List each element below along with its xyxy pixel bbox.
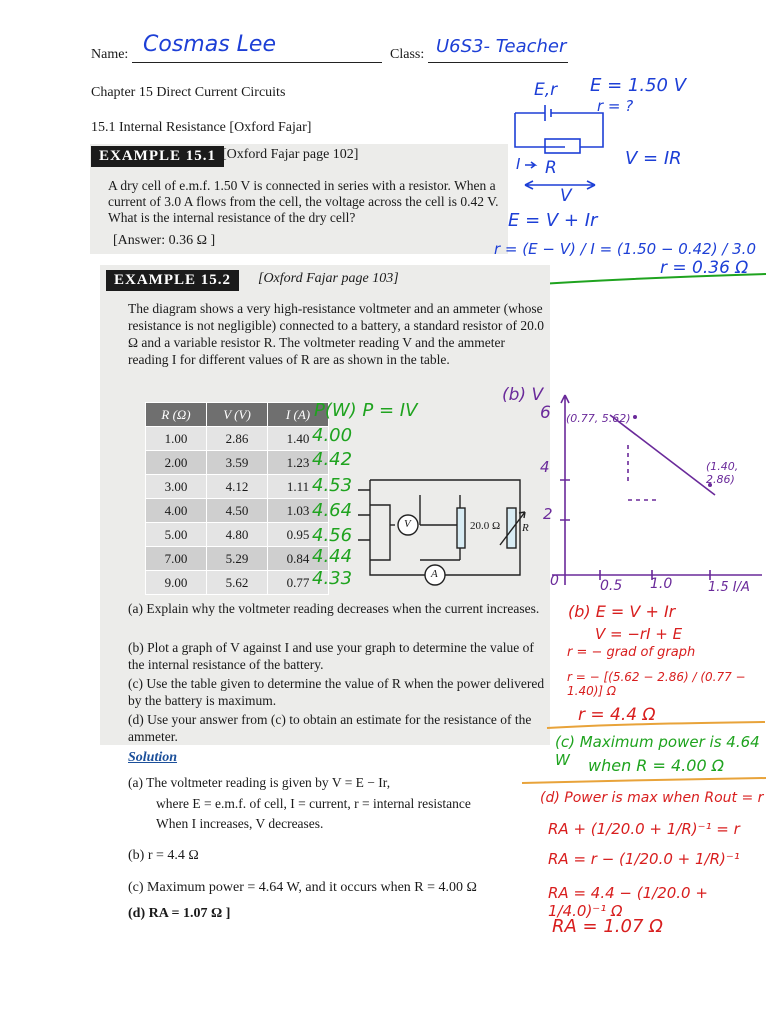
part-d-line4: RA = 4.4 − (1/20.0 + 1/4.0)⁻¹ Ω	[548, 884, 708, 920]
table-header: V (V)	[207, 403, 268, 427]
solution-c: (c) Maximum power = 4.64 W, and it occurs when R = 4.00 Ω	[128, 880, 477, 895]
graph-point-label: (0.77, 5.62)	[566, 412, 631, 425]
table-header: R (Ω)	[146, 403, 207, 427]
solution-b: (b) r = 4.4 Ω	[128, 848, 199, 863]
table-row: 9.00 5.62 0.77	[146, 571, 329, 595]
ex1-label-vir: V = IR	[625, 148, 682, 169]
class-value: U6S3- Teacher	[436, 36, 567, 57]
example1-banner: EXAMPLE 15.1	[91, 146, 224, 167]
name-value: Cosmas Lee	[143, 32, 276, 57]
part-d-line1: (d) Power is max when Rout = r	[540, 790, 764, 806]
ex1-working-3: r = 0.36 Ω	[660, 258, 749, 278]
orange-divider	[545, 720, 768, 732]
orange-divider-2	[520, 776, 768, 788]
ex1-label-v: V	[560, 186, 572, 206]
example1-ref: [Oxford Fajar page 102]	[222, 147, 359, 162]
part-c-line1: (c) Maximum power is 4.64 W	[555, 733, 760, 769]
part-b-line3: r = − grad of graph	[567, 645, 696, 660]
section-title: 15.1 Internal Resistance [Oxford Fajar]	[91, 120, 312, 135]
ex1-label-r: r = ?	[597, 97, 634, 115]
example1-answer: [Answer: 0.36 Ω ]	[113, 233, 216, 248]
part-c-line2: when R = 4.00 Ω	[588, 756, 724, 775]
question-c: (c) Use the table given to determine the value of R when the power delivered by the battery is maximum.	[128, 676, 545, 708]
power-header: P(W) P = IV	[314, 400, 418, 421]
question-b: (b) Plot a graph of V against I and use your graph to determine the value of the internal resistance of the battery.	[128, 640, 534, 672]
graph-ytick: 2	[543, 505, 553, 523]
table-row: 3.00 4.12 1.11	[146, 475, 329, 499]
solution-a-line3: When I increases, V decreases.	[156, 816, 324, 831]
graph-ytick: 6	[540, 403, 551, 423]
graph-point-label: (1.40, 2.86)	[706, 460, 739, 486]
voltmeter-label: V	[404, 518, 411, 530]
power-value: 4.00	[312, 425, 353, 446]
graph-v-label: (b) V	[502, 385, 544, 405]
table-row: 4.00 4.50 1.03	[146, 499, 329, 523]
ex1-label-er: E,r	[534, 80, 558, 100]
graph-xtick: 0	[550, 573, 559, 589]
data-table	[145, 402, 329, 595]
name-label: Name:	[91, 47, 129, 62]
ex1-working-1: E = V + Ir	[508, 210, 598, 231]
solution-d: (d) RA = 1.07 Ω ]	[128, 906, 231, 921]
example2-ref: [Oxford Fajar page 103]	[258, 271, 399, 286]
question-d: (d) Use your answer from (c) to obtain an estimate for the resistance of the ammeter.	[128, 712, 532, 744]
graph-xtick: 1.0	[650, 576, 673, 592]
power-value: 4.33	[312, 568, 353, 589]
table-row: 1.00 2.86 1.40	[146, 427, 329, 451]
power-value: 4.64	[312, 500, 353, 521]
example2-banner: EXAMPLE 15.2	[106, 270, 239, 291]
class-line	[428, 62, 568, 63]
example1-text: A dry cell of e.m.f. 1.50 V is connected in series with a resistor. When a current of 3.0 A flows from the cell, the voltage across the cell is 0.42 V. What is the internal resistance of the dry cell?	[108, 178, 499, 225]
solution-a-line1: (a) The voltmeter reading is given by V = E − Ir,	[128, 775, 391, 790]
part-b-line1: (b) E = V + Ir	[568, 602, 676, 621]
part-d-line2: RA + (1/20.0 + 1/R)⁻¹ = r	[548, 820, 740, 838]
part-b-line5: r = 4.4 Ω	[578, 705, 656, 725]
ammeter-label: A	[431, 568, 438, 580]
solution-a-line2: where E = e.m.f. of cell, I = current, r = internal resistance	[156, 796, 471, 811]
part-b-line4: r = − [(5.62 − 2.86) / (0.77 − 1.40)] Ω	[567, 670, 746, 698]
ex1-label-i: I	[516, 155, 521, 173]
ex1-label-R: R	[545, 158, 557, 178]
table-row: 7.00 5.29 0.84	[146, 547, 329, 571]
table-row: 5.00 4.80 0.95	[146, 523, 329, 547]
resistor-label: 20.0 Ω	[470, 520, 501, 532]
graph-ytick: 4	[540, 458, 550, 476]
part-b-line2: V = −rI + E	[595, 625, 683, 643]
ex1-working-2: r = (E − V) / I = (1.50 − 0.42) / 3.0	[494, 240, 756, 258]
chapter-title: Chapter 15 Direct Current Circuits	[91, 85, 286, 100]
circuit-diagram	[350, 470, 550, 590]
ex1-label-emf: E = 1.50 V	[590, 75, 687, 96]
question-a: (a) Explain why the voltmeter reading decreases when the current increases.	[128, 601, 540, 616]
power-value: 4.42	[312, 449, 353, 470]
solution-title: Solution	[128, 750, 178, 765]
example2-text: The diagram shows a very high-resistance voltmeter and an ammeter (whose resistance is not negligible) connected to a battery, a standard resistor of 20.0 Ω and a variable resistor R. The voltmeter reading V and the ammeter reading I for different values of R are as shown in the table.	[128, 301, 544, 367]
graph-xtick: 0.5	[600, 578, 623, 594]
part-d-line5: RA = 1.07 Ω	[552, 916, 663, 937]
variable-resistor-label: R	[522, 522, 529, 534]
name-line	[132, 62, 382, 63]
part-d-line3: RA = r − (1/20.0 + 1/R)⁻¹	[548, 850, 740, 868]
table-row: 2.00 3.59 1.23	[146, 451, 329, 475]
power-value: 4.44	[312, 546, 353, 567]
table-header: I (A)	[268, 403, 329, 427]
power-value: 4.56	[312, 525, 353, 546]
graph-xtick: 1.5 I/A	[708, 580, 750, 595]
class-label: Class:	[390, 47, 425, 62]
power-value: 4.53	[312, 475, 353, 496]
